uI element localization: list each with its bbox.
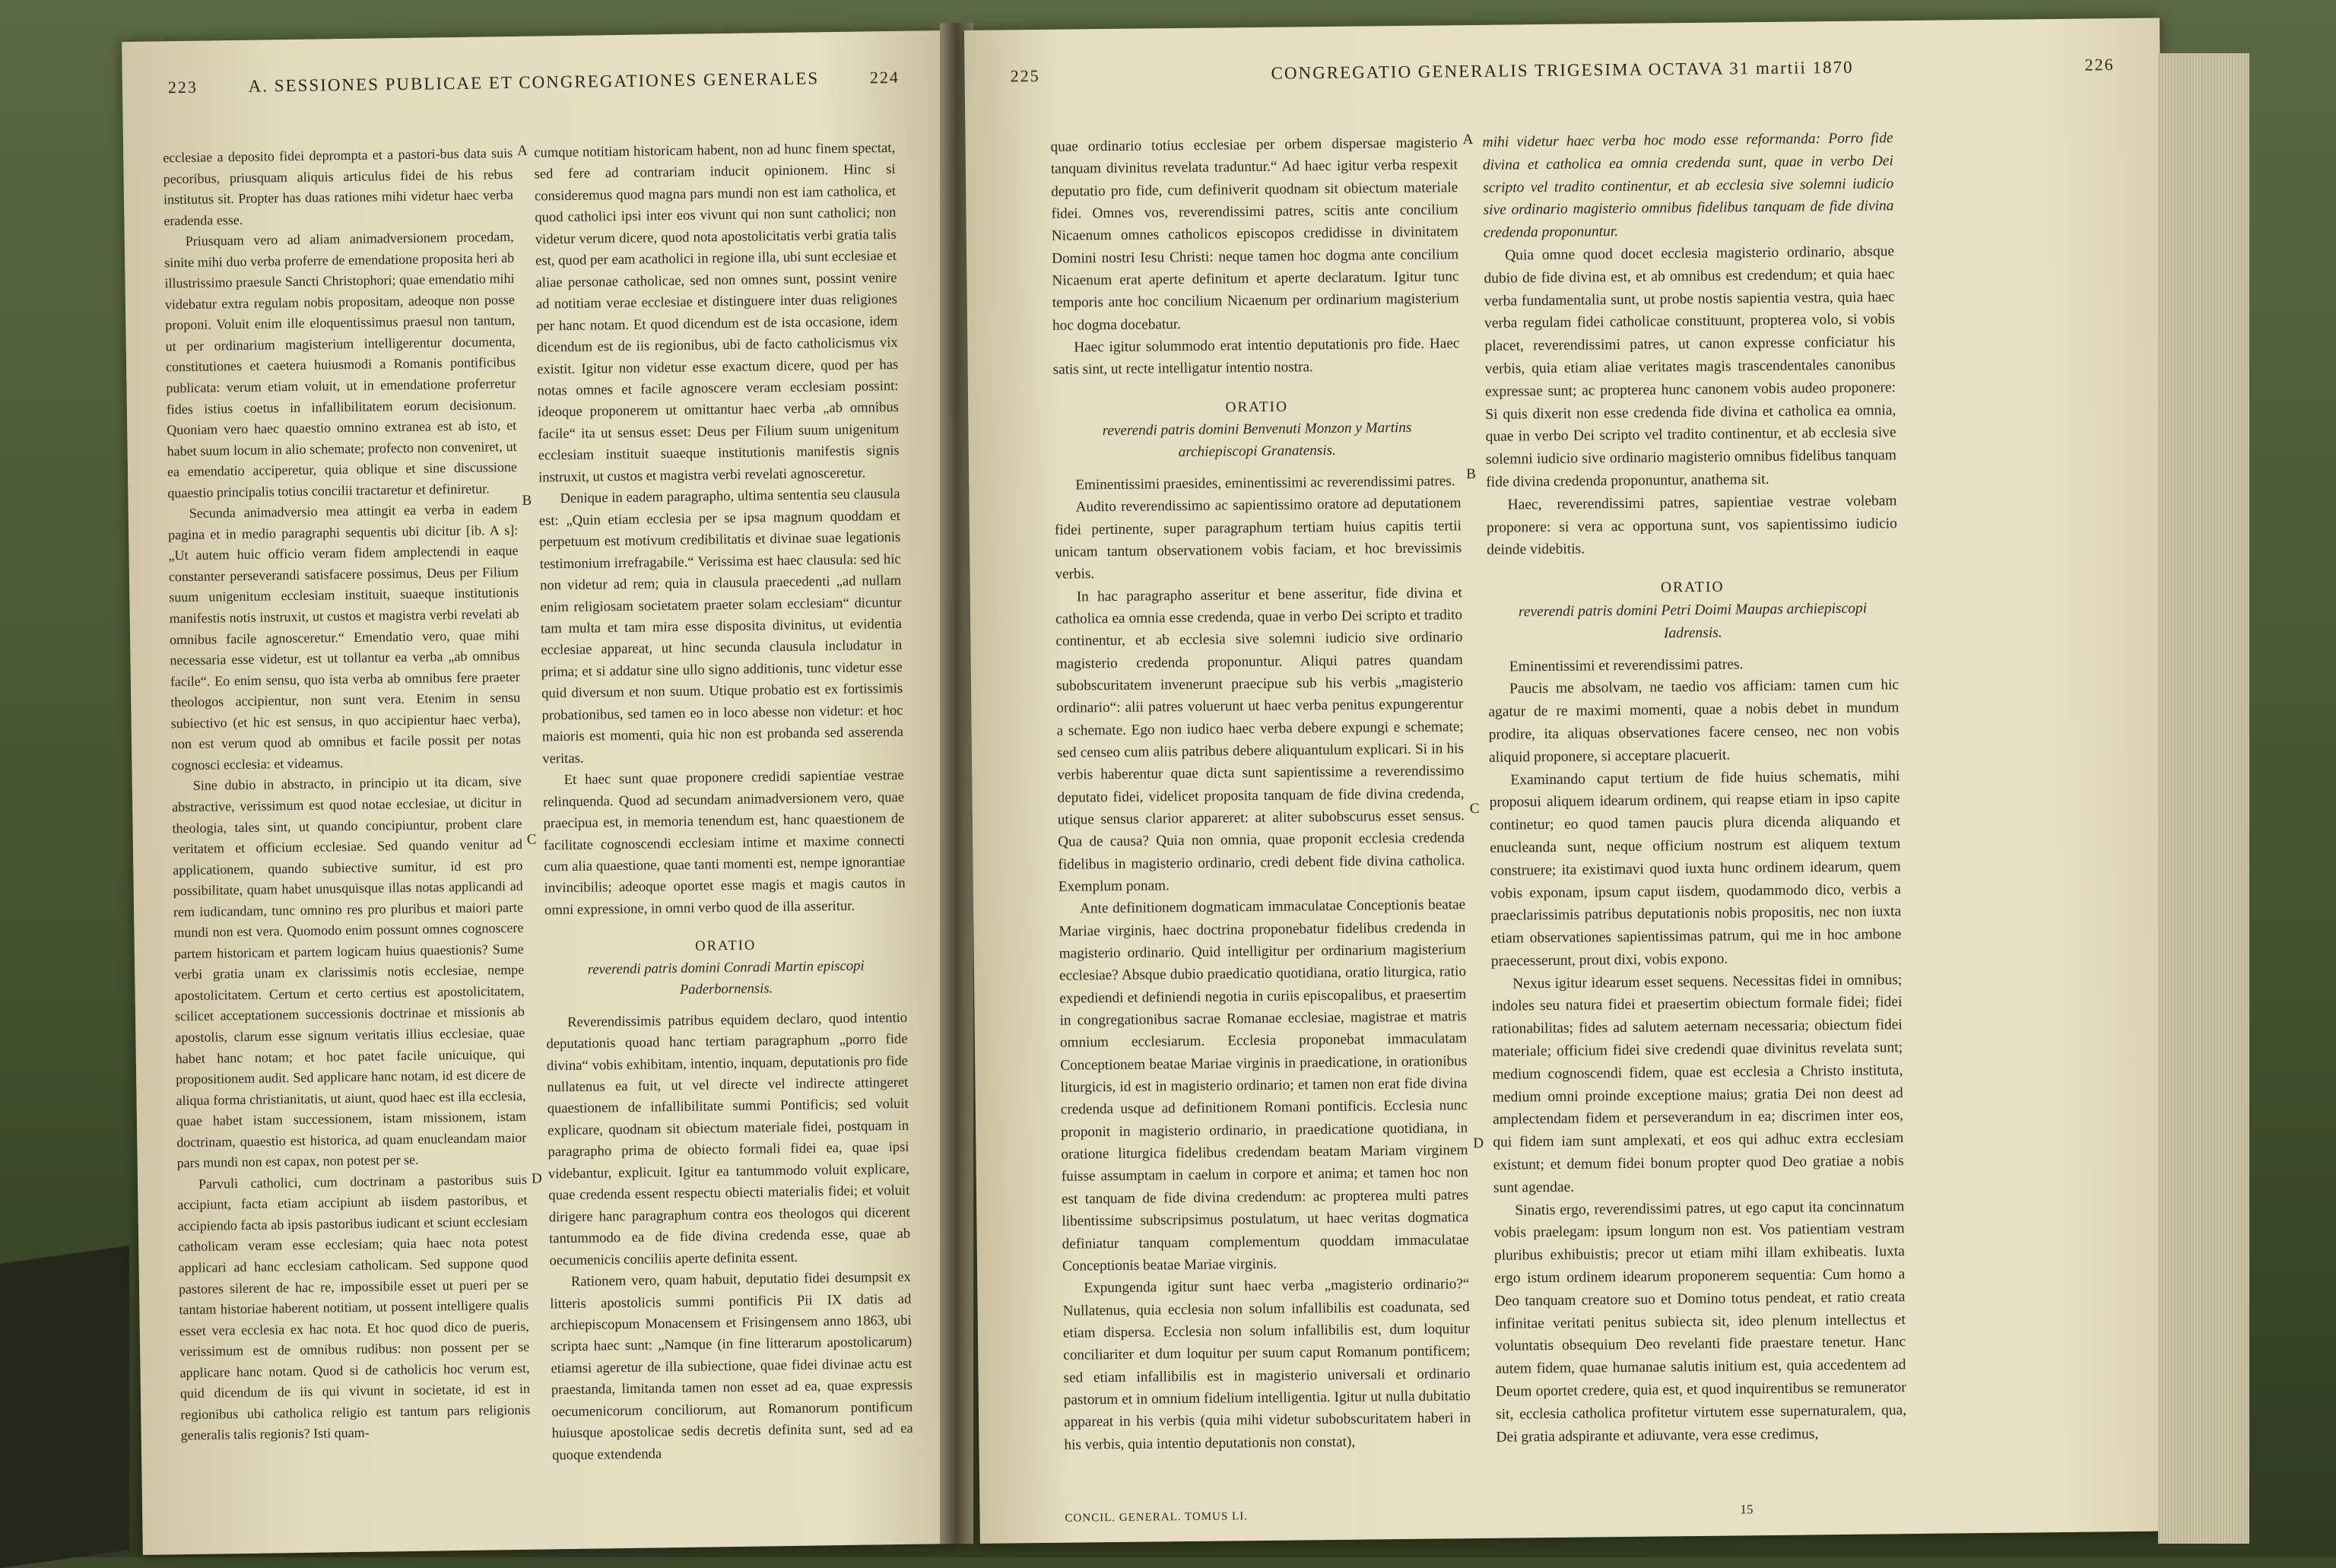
section-marker: A [1462, 131, 1474, 148]
paragraph: Examinando caput tertium de fide huius schematis, mihi proposui aliquem idearum ordinem, qui reapse etiam in ipso capite continetur; eo quod tamen paucis plura dicenda aliquando et enucleanda sunt, neque officium nostrum est aliquem textum construere; ita existimavi quod iuxta hunc ordinem idearum, quem vobis exponam, ipsum caput iisdem, quodammodo dico, verbis a praeclarissimis patribus deputationis nobis propositis, nec non iuxta etiam observationes sapientissimas patrum, qui me in hoc ambone praecesserunt, prout dixi, vobis expono. [1489, 767, 1902, 970]
oratio-speaker: reverendi patris domini Petri Doimi Maupas archiepiscopi Iadrensis. [1518, 600, 1868, 642]
oratio-heading: ORATIO [1225, 398, 1288, 416]
paragraph: Rationem vero, quam habuit, deputatio fidei desumpsit ex litteris apostolicis summi pontificis Pii IX datis ad archiepiscopum Monacensem et Frisingensem anno 1863, ubi scripta haec sunt: „Namque (in fine litterarum apostolicarum) etiamsi ageretur de illa subiectione, quae fidei divinae actu est praestanda, limitanda tamen non esset ad ea, quae expressis oecumenicorum conciliorum, aut Romanorum pontificum huiusque apostolicae sedis decretis definita sunt, sed ad ea quoque extendenda [550, 1268, 913, 1464]
paragraph: Haec, reverendissimi patres, sapientiae vestrae volebam proponere: si vera ac opportuna sunt, vos sapientissimo iudicio deinde videbitis. [1486, 492, 1897, 559]
paragraph: Sinatis ergo, reverendissimi patres, ut ego caput ita concinnatum vobis praelegam: ipsum longum non est. Vos patientiam vestram pluribus exhibuistis; precor ut etiam mihi illam exhibeatis. Iuxta ergo istum ordinem idearum proponerem sequentia: Cum homo a Deo tanquam creatore suo et Domino totus pendeat, et ratio creata infinitae veritati penitus subiecta sit, ideo plenum intellectus et voluntatis obsequium Deo revelanti fide praestare tenetur. Hanc autem fidem, quae humanae salutis initium est, quia accedentem ad Deum oportet credere, quia est, et quod inquirentibus se remunerator sit, ecclesia catholica profitetur virtutem esse supernaturalem, qua, Dei gratia adspirante et adiuvante, vera esse credimus, [1493, 1198, 1907, 1446]
paragraph: Sine dubio in abstracto, in principio ut ita dicam, sive abstractive, verissimum est quod notae ecclesiae, ut dicitur in theologia, tales sint, ut quando concipiuntur, probent clare veritatem et officium ecclesiae. Sed quando venitur ad applicationem, quando subiective sumitur, id est pro possibilitate, quam habet unusquisque illas notas applicandi ad rem iudicandam, tunc omnino res pro pluribus et maiori parte mundi non est vera. Quomodo enim possunt omnes cognoscere partem historicam et partem logicam huius quaestionis? Sume verbi gratia unam ex clarissimis notis ecclesiae, nempe apostolicitatem. Certum et certo certius est apostolicitatem, scilicet acceptationem successionis doctrinae et missionis ab apostolis, clarum esse signum veritatis illius ecclesiae, quae habet hanc notam; et hoc patet facile unicuique, qui propositionem audit. Sed applicare hanc notam, id est dicere de aliqua forma christianitatis, ut aiunt, quod haec est illa ecclesia, quae habet istam successionem, istam missionem, istam doctrinam, quaestio est historica, ad quam enucleandam maior pars mundi non est capax, non potest per se. [172, 773, 527, 1171]
paragraph: Et haec sunt quae proponere credidi sapientiae vestrae relinquenda. Quod ad secundam animadversionem vero, quae praecipua est, in memoria tenendum est, hanc quaestionem de facilitate cognoscendi ecclesiam intime et maxime connecti cum alia quaestione, quae tanti momenti est, nempe ignorantiae invincibilis; adeoque oportet esse magis et magis cautos in omni expressione, in omni verbo quod de illa asseritur. [542, 767, 906, 919]
page-number: 224 [869, 67, 900, 87]
book-cover [0, 1246, 129, 1568]
paragraph: Paucis me absolvam, ne taedio vos afficiam: tamen cum hic agatur de re maximi momenti, quae a nobis debet in mundum prodire, ita aliquas observationes facere censeo, nec non vobis aliquid proponere, si acceptare placuerit. [1488, 677, 1900, 766]
paragraph: Haec igitur solummodo erat intentio deputationis pro fide. Haec satis sint, ut recte intelligatur intentio nostra. [1052, 335, 1460, 379]
footer-volume: CONCIL. GENERAL. TOMUS LI. [1065, 1510, 1249, 1525]
left-column-b [531, 138, 913, 1467]
page-number: 223 [167, 77, 198, 97]
oratio-heading: ORATIO [1660, 579, 1725, 596]
paragraph: quae ordinario totius ecclesiae per orbem dispersae magisterio tanquam divinitus revelata traduntur.“ Ad haec igitur verba respexit deputatio pro fide, cum definiverit quodnam sit obiectum materiale fidei. Omnes vos, reverendissimi patres, scitis ante concilium Nicaenum omnes catholicos episcopos credidisse in divinitatem Domini nostri Iesu Christi: neque tamen hoc dogma ante concilium Nicaenum erat aperte definitum et aperte declaratum. Igitur tunc temporis ante hoc concilium Nicaenum per ordinarium magisterium hoc dogma docebatur. [1050, 135, 1459, 334]
emphasis: mihi videtur haec verba hoc modo esse reformanda: Porro fide divina et catholica ea omnia credenda sunt, quae in verbo Dei scripto vel tradito continentur, et ab ecclesia sive solemni iudicio sive ordinario magisterio omnibus fidelibus tanquam de fide divina credenda proponuntur. [1482, 130, 1894, 242]
section-marker: C [1469, 800, 1480, 817]
section-marker: B [1466, 465, 1476, 483]
paragraph: Priusquam vero ad aliam animadversionem procedam, sinite mihi duo verba proferre de emendatione proposita heri ab illustrissimo praesule Sancti Christophori; quae emendatio mihi videbatur extra regulam nobis propositam, adeoque non posse proponi. Voluit enim ille eloquentissimus praesul non tantum, ut per ordinarium magisterium intelligerentur documenta, constitutiones et caetera huiusmodi a Romanis pontificibus publicata: verum etiam voluit, ut in emendatione proferretur fides istius coetus in infallibilitatem eorum decisionum. Quoniam vero haec quaestio omnino extranea est ab isto, et habet suum locum in alio schemate; profecto non conveniret, ut ea emendatio acciperetur, quia oblique et sine discussione quaestio principalis totius concilii tractaretur et definiretur. [164, 229, 518, 501]
paragraph: Eminentissimi praesides, eminentissimi ac reverendissimi patres. [1075, 473, 1455, 494]
paragraph [1482, 127, 1894, 245]
paragraph: Nexus igitur idearum esset sequens. Necessitas fidei in omnibus; indoles seu natura fidei et praesertim obiectum formale fidei; fidei rationabilitas; fides ad salutem aeternam necessaria; obiectum fidei materiale; officium fidei sive credendi quae divinitus revelata sunt; medium cognoscendi fidem, quae est ecclesia a Christo instituta, medium omni proinde exceptione maius; gratia Dei non deest ad amplectendam fidem et perseverandum in ea; discrimen inter eos, qui fidem iam sunt amplexati, et eos qui adhuc extra ecclesiam existunt; et demum fidei bonum propter quod Deo gratiae a nobis sunt agendae. [1491, 971, 1904, 1196]
right-column-b [1482, 127, 1906, 1449]
paragraph: Reverendissimis patribus equidem declaro, quod intentio deputationis quoad hanc tertiam paragraphum „porro fide divina“ vobis exhibitam, intentio, inquam, deputationis pro fide nullatenus ea fuit, ut vel directe vel indirecte attingeret quaestionem de infallibilitate summi Pontificis; sed voluit explicare, quodnam sit obiectum materiale fidei, postquam in paragrapho prima de obiecto formali fidei ea, quae ipsi videbantur, explicuit. Igitur ea tantummodo voluit explicare, quae credenda essent respectu obiecti materialis fidei; et voluit dirigere hanc paragraphum contra eos theologos qui dicerent tantummodo ea de fide divina credenda esse, quae ab oecumenicis conciliis aperte definita essent. [546, 1009, 911, 1269]
paragraph: cumque notitiam historicam habent, non ad hunc finem spectat, sed fere ad contrariam inducit opinionem. Hinc si consideremus quod magna pars mundi non est iam catholica, et quod catholici ipsi inter eos vivunt qui non sunt catholici; non videtur verum dicere, quod nota apostolicitatis verbi gratia talis est, quod per eam acatholici in regione illa, ubi sunt ecclesiae et aliae personae catholicae, sed non omnes sunt, possint venire ad notitiam verae ecclesiae et distinguere inter duas religiones per hanc notam. Et quod dicendum est de ista occasione, idem dicendum est de iis regionibus, ubi de facto catholicismus vix existit. Igitur non videtur esse exactum dicere, quod per has notas omnes et facile agnoscere veram ecclesiam possint: ideoque proponerem ut omittantur haec verba „ab omnibus facile“ ita ut sensus esset: Deus per Filium suum unigenitum ecclesiam instituit suaeque institutionis manifestis signis instruxit, ut custos et magistra verbi revelati agnosceretur. [534, 139, 900, 486]
right-running-head [1010, 55, 2114, 104]
left-column-a [163, 143, 531, 1446]
page-number: 225 [1010, 65, 1040, 86]
section-marker: D [531, 1170, 542, 1187]
paragraph: Expungenda igitur sunt haec verba „magisterio ordinario?“ Nullatenus, quia ecclesia non solum infallibilis est coadunata, sed etiam dispersa. Ecclesia non solum infallibilis est, dum loquitur conciliariter et dum loquitur per suum caput Romanum pontificem; sed etiam infallibilis est in magisterio universali et ordinario pastorum et in omnium fidelium intelligentia. Igitur ut nulla dubitatio appareat in his verbis (quia mihi videtur subobscuritatem haberi in his verbis, quia intentio deputationis non constat), [1062, 1276, 1471, 1453]
paragraph: In hac paragrapho asseritur et bene asseritur, fide divina et catholica ea omnia esse credenda, quae in verbo Dei scripto et tradito continentur, et ab ecclesia sive solemni iudicio sive ordinario magisterio credenda proponuntur. Aliqui patres quandam subobscuritatem invenerunt praecipue sub his verbis „magisterio ordinario“: alii patres voluerunt ut haec verba penitus expungerentur a schemate. Ego non iudico haec verba debere expungi e schemate; sed censeo cum aliis patribus debere aliquantulum explicari. Si in his verbis haberentur quae dicta sunt sapientissime a reverendissimo deputato fidei, videlicet proposita tanquam de fide divina credenda, utique sensus clarior appareret: at aliter subobscurus esset sensus. Qua de causa? Quia non omnia, quae proponit ecclesia credenda fidelibus in magisterio ordinario, credi debent fide divina catholica. Exemplum ponam. [1055, 584, 1465, 895]
left-running-head [168, 68, 900, 116]
right-page [964, 18, 2176, 1544]
oratio-speaker: reverendi patris domini Benvenuti Monzon y Martins archiepiscopi Granatensis. [1102, 419, 1412, 461]
paragraph: Ante definitionem dogmaticam immaculatae Conceptionis beatae Mariae virginis, haec doctrina proponebatur fidelibus credenda in magisterio ordinario. Quid intelligitur per ordinarium magisterium ecclesiae? Absque dubio praedicatio quotidiana, oratio liturgica, ratio expediendi et definiendi negotia in curiis episcopalibus, et praesertim in congregationibus sacrae Romanae ecclesiae, magistrae et matris omnium ecclesiarum. Ecclesia proponebat immaculatam Conceptionem beatae Mariae virginis in praedicatione, in orationibus liturgicis, id est in magisterio ordinario; et tamen non erat fide divina credenda usque ad definitionem Romani pontificis. Ecclesia nunc proponit in magisterio ordinario, in praedicatione quotidiana, in oratione liturgica fidelibus credendam beatam Mariam virginem fuisse assumptam in caelum in corpore et anima; et tamen hoc non est tanquam de fide divina credendum: ac propterea multi patres libentissime subscripsimus postulatum, ut haec veritas dogmatica definiatur tanquam complementum quoddam immaculatae Conceptionis beatae Mariae virginis. [1058, 897, 1469, 1274]
paragraph: ecclesiae a deposito fidei deprompta et a pastori-bus data suis pecoribus, priusquam aliquis articulus fidei de his rebus institutus sit. Propter has duas rationes mihi videtur haec verba eradenda esse. [163, 144, 514, 228]
right-column-a [1050, 131, 1474, 1455]
paragraph: Eminentissimi et reverendissimi patres. [1509, 655, 1744, 675]
page-edges [2158, 53, 2249, 1544]
section-marker: B [522, 492, 532, 509]
section-marker: A [517, 142, 528, 159]
page-number: 226 [2084, 55, 2115, 75]
running-head-title: CONGREGATIO GENERALIS TRIGESIMA OCTAVA 31 martii 1870 [1271, 57, 1854, 83]
paragraph: Parvuli catholici, cum doctrinam a pastoribus suis accipiunt, facta etiam accipiunt ab iisdem pastoribus, et accipiendo facta ab ipsis pastoribus iudicant et sciunt ecclesiam catholicam veram esse ecclesiam; quia haec nota potest applicari ad hanc ecclesiam catholicam. Sed suppone quod pastores silerent de hac re, impossibile esset ut pueri per se tantam historiae haberent notitiam, ut possent intelligere qualis esset vera ecclesia ex hac nota. Et hoc quod dico de pueris, verissimum est de omnibus rudibus: non possent per se applicare hanc notam. Quod si de catholicis hoc verum est, quid dicendum de iis qui vivunt in societate, id est in regionibus ubi catholica religio est tantum pars religionis generalis talis regionis? Isti quam- [177, 1171, 531, 1443]
signature-mark: 15 [1740, 1502, 1754, 1517]
oratio-heading: ORATIO [695, 937, 757, 955]
section-marker: D [1473, 1135, 1484, 1152]
oratio-speaker: reverendi patris domini Conradi Martin episcopi Paderbornensis. [587, 957, 865, 998]
paragraph: Quia omne quod docet ecclesia magisterio ordinario, absque dubio de fide divina est, et ab omnibus est credendum; et quia haec verba fundamentalia sunt, ut probe nostis sapientia vestra, quia haec verba regulam fidei catholicae constituunt, propterea volo, si vobis placet, reverendissimi patres, ut canon expresse conficiatur his verbis, quia etiam aliae veritates magis trascendentales canonibus expressae sunt; ac propterea hunc canonem vobis audeo proponere: Si quis dixerit non esse credenda fide divina et catholica ea omnia, quae in verbo Dei scripto vel tradito continentur, et ab ecclesia sive solemni iudicio sive ordinario magisterio omnibus fidelibus tanquam fide divina credenda proponuntur, anathema sit. [1484, 243, 1897, 490]
paragraph: Audito reverendissimo ac sapientissimo oratore ad deputationem fidei pertinente, super paragraphum tertiam huius capitis tertii unicam tantum observationem vobis faciam, et hoc brevissimis verbis. [1054, 495, 1462, 582]
running-head-title: A. SESSIONES PUBLICAE ET CONGREGATIONES GENERALES [248, 68, 820, 96]
paragraph: Denique in eadem paragrapho, ultima sententia seu clausula est: „Quin etiam ecclesia per se ipsa magnum quoddam et perpetuum est motivum credibilitatis et divinae suae legationis testimonium irrefragabile.“ Verissima est haec clausula: sed hic non videtur ad rem; quia in clausula praecedenti „ad nullam enim religiosam societatem praeter solam ecclesiam“ dicuntur tam multa et tam mira esse disposita divinitus, ut evidentia ecclesiae appareat, ut hinc secunda clausula includatur in prima; et si addatur sine ullo signo additionis, tunc videtur esse quid diversum et non suum. Utique probatio est ex fortissimis probationibus, sed tamen eo in loco abesse non videtur: et hoc maioris est momenti, quia hic non est probanda sed asserenda veritas. [538, 486, 904, 767]
left-page [122, 30, 966, 1555]
section-marker: C [526, 831, 537, 848]
paragraph: Secunda animadversio mea attingit ea verba in eadem pagina et in medio paragraphi sequentis ubi dicitur [ib. A s]: „Ut autem huic officio veram fidem amplectendi in eaque constanter perseverandi satisfacere possimus, Deus per Filium suum unigenitum ecclesiam instituit, suaeque institutionis manifestis notis instruxit, ut custos et magistra verbi revelati ab omnibus facile agnosceretur.“ Emendatio vero, quae mihi necessaria esse videtur, est ut tollantur ea verba „ab omnibus facile“. Eo enim sensu, quo ista verba ab omnibus fere praeter theologos accipientur, non sunt vera. Etenim in sensu subiectivo (et hic est sensus, in quo accipientur haec verba), non est verum quod ab omnibus et facile possit per notas cognosci ecclesia: et videamus. [168, 501, 522, 773]
